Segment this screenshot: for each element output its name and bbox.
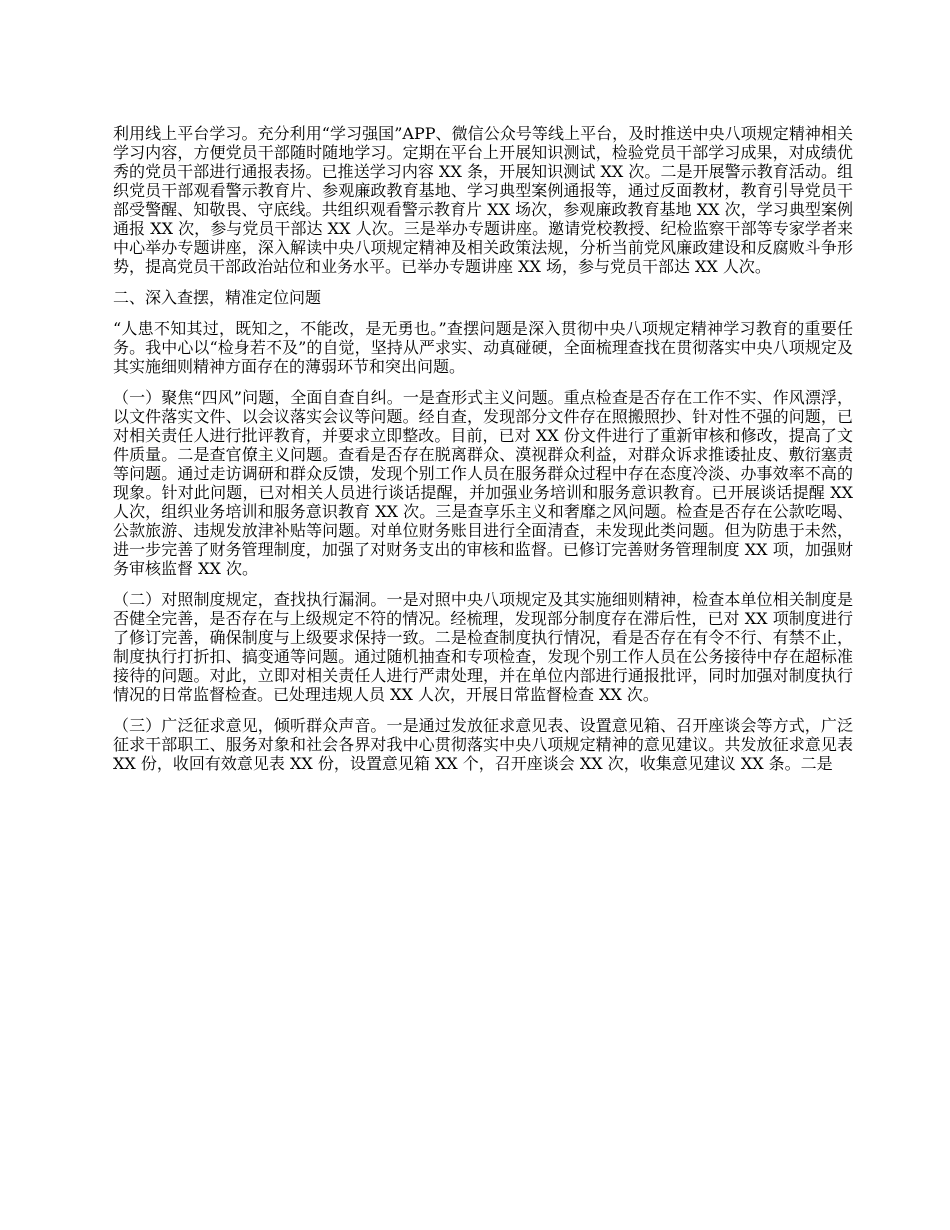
section-heading-2: 二、深入查摆，精准定位问题 [113, 288, 322, 307]
paragraph-solicit-opinions: （三）广泛征求意见，倾听群众声音。一是通过发放征求意见表、设置意见箱、召开座谈会等方式，广泛征求干部职工、服务对象和社会各界对我中心贯彻落实中央八项规定精神的意见建议。共发放征求意见表 XX 份，收回有效意见表 XX 份，设置意见箱 XX 个，召开座谈会 XX 次，收集意见建议 XX 条。二是 [113, 716, 853, 773]
paragraph-institution-rules: （二）对照制度规定，查找执行漏洞。一是对照中央八项规定及其实施细则精神，检查本单位相关制度是否健全完善，是否存在与上级规定不符的情况。经梳理，发现部分制度存在滞后性，已对 XX 项制度进行了修订完善，确保制度与上级要求保持一致。二是检查制度执行情况，看是否存在有令不行、有禁不止，制度执行打折扣、搞变通等问题。通过随机抽查和专项检查，发现个别工作人员在公务接待中存在超标准接待的问题。对此，立即对相关责任人进行严肃处理，并在单位内部进行通报批评，同时加强对制度执行情况的日常监督检查。已处理违规人员 XX 人次，开展日常监督检查 XX 次。 [113, 590, 853, 704]
paragraph-four-styles: （一）聚焦“四风”问题，全面自查自纠。一是查形式主义问题。重点检查是否存在工作不实、作风漂浮，以文件落实文件、以会议落实会议等问题。经自查，发现部分文件存在照搬照抄、针对性不强的问题，已对相关责任人进行批评教育，并要求立即整改。目前，已对 XX 份文件进行了重新审核和修改，提高了文件质量。二是查官僚主义问题。查看是否存在脱离群众、漠视群众利益，对群众诉求推诿扯皮、敷衍塞责等问题。通过走访调研和群众反馈，发现个别工作人员在服务群众过程中存在态度冷淡、办事效率不高的现象。针对此问题，已对相关人员进行谈话提醒，并加强业务培训和服务意识教育。已开展谈话提醒 XX 人次，组织业务培训和服务意识教育 XX 次。三是查享乐主义和奢靡之风问题。检查是否存在公款吃喝、公款旅游、违规发放津补贴等问题。对单位财务账目进行全面清查，未发现此类问题。但为防患于未然，进一步完善了财务管理制度，加强了对财务支出的审核和监督。已修订完善财务管理制度 XX 项，加强财务审核监督 XX 次。 [113, 388, 853, 578]
paragraph-online-learning: 利用线上平台学习。充分利用“学习强国”APP、微信公众号等线上平台，及时推送中央八项规定精神相关学习内容，方便党员干部随时随地学习。定期在平台上开展知识测试，检验党员干部学习成果，对成绩优秀的党员干部进行通报表扬。已推送学习内容 XX 条，开展知识测试 XX 次。二是开展警示教育活动。组织党员干部观看警示教育片、参观廉政教育基地、学习典型案例通报等，通过反面教材，教育引导党员干部受警醒、知敬畏、守底线。共组织观看警示教育片 XX 场次，参观廉政教育基地 XX 次，学习典型案例通报 XX 次，参与党员干部达 XX 人次。三是举办专题讲座。邀请党校教授、纪检监察干部等专家学者来中心举办专题讲座，深入解读中央八项规定精神及相关政策法规，分析当前党风廉政建设和反腐败斗争形势，提高党员干部政治站位和业务水平。已举办专题讲座 XX 场，参与党员干部达 XX 人次。 [113, 124, 853, 276]
paragraph-intro-quote: “人患不知其过，既知之，不能改，是无勇也。”查摆问题是深入贯彻中央八项规定精神学习教育的重要任务。我中心以“检身若不及”的自觉，坚持从严求实、动真碰硬，全面梳理查找在贯彻落实中央八项规定及其实施细则精神方面存在的薄弱环节和突出问题。 [113, 319, 853, 376]
document-page [113, 124, 853, 785]
